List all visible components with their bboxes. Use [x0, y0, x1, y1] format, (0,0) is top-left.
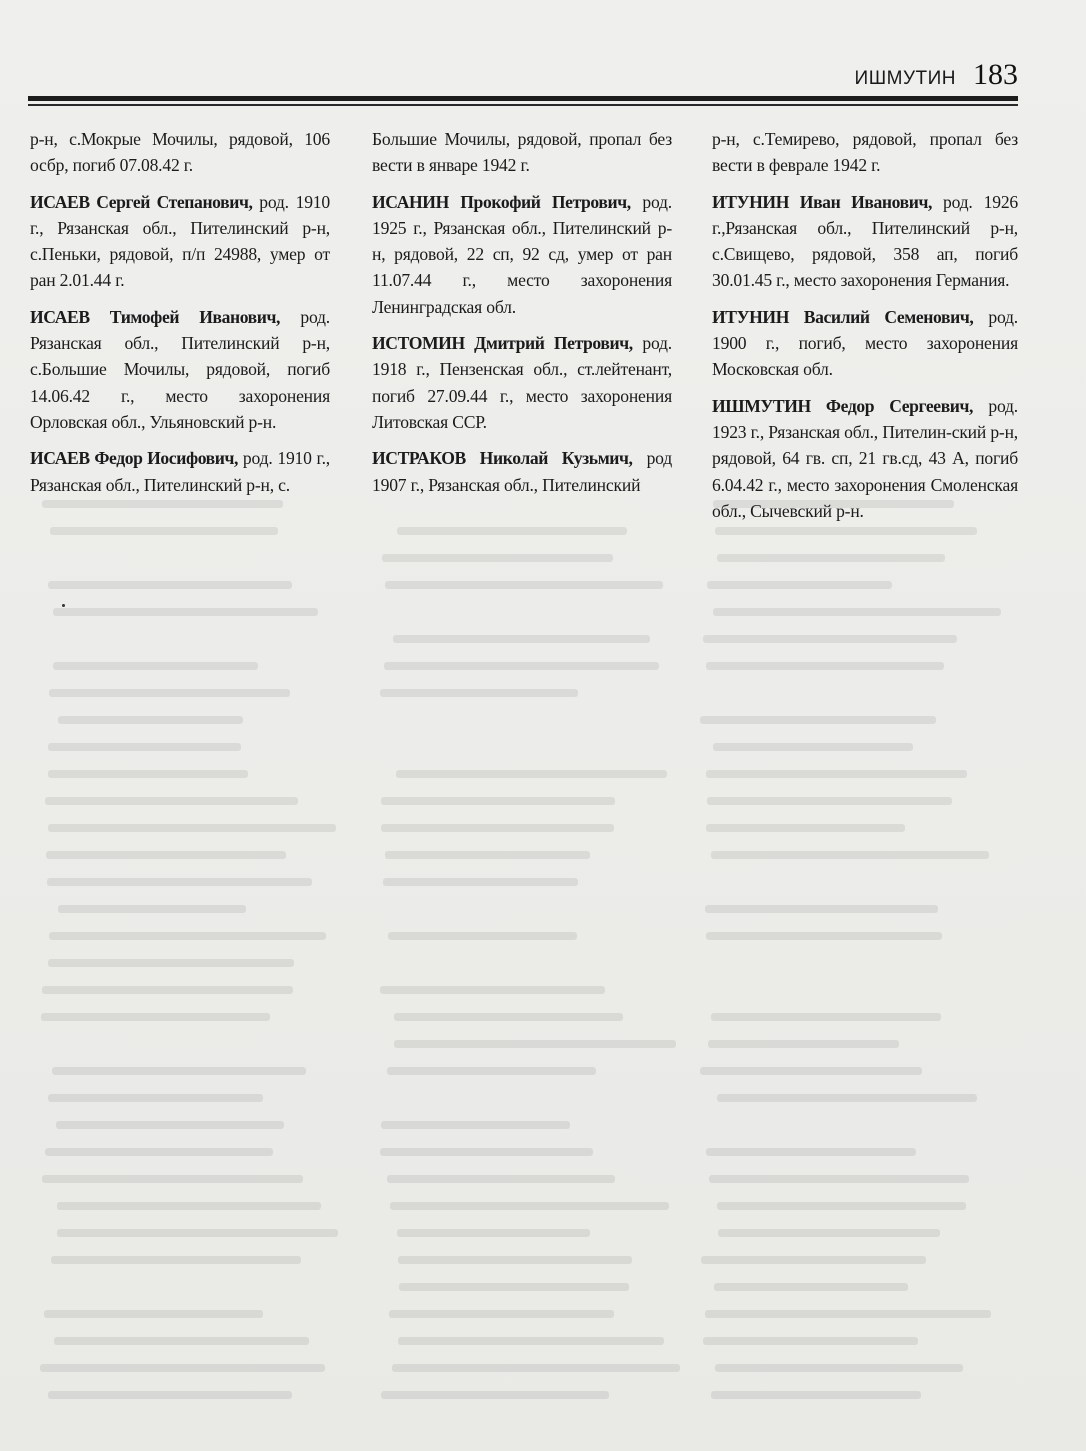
- bleed-line: [383, 878, 578, 886]
- running-head: ИШМУТИН: [854, 68, 956, 89]
- bleed-line: [715, 1364, 963, 1372]
- bleed-line: [714, 1283, 908, 1291]
- header-rule-thin: [28, 104, 1018, 106]
- entry: [712, 189, 1018, 294]
- bleed-line: [48, 770, 248, 778]
- entry-text: род. Рязанская обл., Пителинский р-н, с.Большие Мочилы, рядовой, погиб 14.06.42 г., место захоронения Орловская обл., Ульяновский р-н.: [30, 306, 330, 432]
- bleed-line: [713, 743, 913, 751]
- bleed-line: [380, 986, 605, 994]
- entry-text: род 1907 г., Рязанская обл., Пителинский: [372, 448, 673, 495]
- bleed-line: [703, 1337, 918, 1345]
- column-3: [712, 126, 1018, 534]
- bleed-line: [51, 1256, 301, 1264]
- column-1: [30, 126, 330, 508]
- bleed-line: [381, 797, 615, 805]
- bleed-line: [381, 824, 614, 832]
- bleed-line: [380, 1148, 593, 1156]
- bleed-line: [398, 1256, 632, 1264]
- bleed-line: [48, 743, 241, 751]
- entry-text: род. 1923 г., Рязанская обл., Пителин-ский р-н, рядовой, 64 гв. сп, 21 гв.сд, 43 А, погиб 6.04.42 г., место захоронения Смоленская обл., Сычевский р-н.: [712, 395, 1019, 521]
- bleed-line: [399, 1283, 629, 1291]
- bleed-line: [46, 851, 286, 859]
- stray-ink-dot: [62, 604, 65, 607]
- bleed-line: [717, 554, 945, 562]
- entry-name: ИШМУТИН Федор Сергеевич,: [712, 395, 974, 416]
- bleed-line: [58, 905, 246, 913]
- entry-name: ИТУНИН Василий Семенович,: [712, 306, 974, 327]
- entry-continuation: р-н, с.Темирево, рядовой, пропал без вести в феврале 1942 г.: [712, 129, 1018, 176]
- bleed-line: [45, 797, 298, 805]
- bleed-line: [53, 608, 318, 616]
- bleed-line: [44, 1310, 263, 1318]
- entry-name: ИСАЕВ Федор Иосифович,: [30, 448, 239, 469]
- bleed-line: [381, 1391, 609, 1399]
- bleed-line: [41, 1013, 270, 1021]
- entry-name: ИСАЕВ Тимофей Иванович,: [30, 306, 281, 327]
- bleed-line: [56, 1121, 284, 1129]
- bleed-line: [717, 1202, 966, 1210]
- entry-text: род. 1926 г.,Рязанская обл., Пителинский р-н, с.Свищево, рядовой, 358 ап, погиб 30.01.45 г., место захоронения Германия.: [712, 191, 1019, 291]
- entry: [30, 189, 330, 294]
- entry-text: род. 1925 г., Рязанская обл., Пителинский р-н, рядовой, 22 сп, 92 сд, умер от ран 11.07.44 г., место захоронения Ленинградская обл.: [372, 191, 672, 317]
- entry: [372, 330, 672, 435]
- entry-name: ИСТРАКОВ Николай Кузьмич,: [372, 448, 633, 469]
- bleed-line: [705, 1310, 991, 1318]
- entry: [372, 445, 672, 498]
- bleed-line: [390, 1202, 669, 1210]
- bleed-line: [396, 770, 667, 778]
- bleed-line: [701, 1256, 926, 1264]
- bleed-line: [706, 824, 905, 832]
- bleed-line: [385, 851, 590, 859]
- bleed-line: [40, 1364, 325, 1372]
- bleed-line: [385, 581, 663, 589]
- bleed-line: [703, 635, 957, 643]
- bleed-line: [47, 878, 312, 886]
- bleed-line: [700, 1067, 922, 1075]
- bleed-line: [387, 1175, 615, 1183]
- bleed-line: [48, 1391, 292, 1399]
- bleed-line: [397, 1229, 590, 1237]
- bleed-line: [394, 1013, 623, 1021]
- bleed-line: [387, 1067, 596, 1075]
- bleed-line: [718, 1229, 940, 1237]
- entry: [712, 393, 1018, 524]
- bleed-line: [42, 986, 293, 994]
- bleed-line: [49, 932, 326, 940]
- bleed-line: [42, 1175, 303, 1183]
- bleed-line: [57, 1229, 338, 1237]
- bleed-line: [706, 662, 944, 670]
- entry-text: род. 1910 г., Рязанская обл., Пителинский р-н, с.Пеньки, рядовой, п/п 24988, умер от ран 2.01.44 г.: [30, 191, 330, 291]
- text-columns: [30, 126, 1018, 546]
- bleed-line: [707, 797, 952, 805]
- entry-name: ИСАЕВ Сергей Степанович,: [30, 191, 253, 212]
- entry-name: ИСАНИН Прокофий Петрович,: [372, 191, 631, 212]
- entry-continuation: р-н, с.Мокрые Мочилы, рядовой, 106 осбр, погиб 07.08.42 г.: [30, 129, 330, 176]
- bleed-line: [52, 1067, 306, 1075]
- bleed-line: [384, 662, 659, 670]
- page-number: 183: [973, 58, 1018, 91]
- column-2: [372, 126, 672, 508]
- bleed-line: [708, 1040, 899, 1048]
- bleed-through-text: [200, 500, 1040, 1430]
- bleed-line: [709, 1175, 969, 1183]
- bleed-line: [381, 1121, 570, 1129]
- entry: [30, 445, 330, 498]
- bleed-line: [711, 1391, 921, 1399]
- entry-text: род. 1918 г., Пензенская обл., ст.лейтенант, погиб 27.09.44 г., место захоронения Литовская ССР.: [372, 333, 672, 432]
- bleed-line: [48, 959, 294, 967]
- bleed-line: [53, 662, 258, 670]
- bleed-line: [700, 716, 936, 724]
- bleed-line: [388, 932, 577, 940]
- entry: [30, 304, 330, 435]
- bleed-line: [711, 851, 989, 859]
- bleed-line: [394, 1040, 676, 1048]
- bleed-line: [54, 1337, 309, 1345]
- bleed-line: [393, 635, 650, 643]
- bleed-line: [380, 689, 578, 697]
- bleed-line: [398, 1337, 664, 1345]
- bleed-line: [707, 581, 892, 589]
- entry-text: род. 1900 г., погиб, место захоронения Московская обл.: [712, 306, 1018, 380]
- bleed-line: [717, 1094, 977, 1102]
- bleed-line: [392, 1364, 680, 1372]
- page-header: [28, 58, 1018, 108]
- bleed-line: [389, 1310, 614, 1318]
- entry: [372, 189, 672, 320]
- entry-name: ИТУНИН Иван Иванович,: [712, 191, 932, 212]
- bleed-line: [58, 716, 243, 724]
- bleed-line: [45, 1148, 273, 1156]
- bleed-line: [705, 905, 938, 913]
- bleed-line: [711, 1013, 941, 1021]
- header-rule-thick: [28, 96, 1018, 101]
- bleed-line: [48, 1094, 263, 1102]
- bleed-line: [706, 932, 942, 940]
- bleed-line: [382, 554, 613, 562]
- bleed-line: [706, 1148, 916, 1156]
- bleed-line: [57, 1202, 321, 1210]
- entry-name: ИСТОМИН Дмитрий Петрович,: [372, 333, 633, 354]
- bleed-line: [48, 824, 336, 832]
- bleed-line: [49, 689, 290, 697]
- bleed-line: [713, 608, 1001, 616]
- bleed-line: [706, 770, 967, 778]
- entry-text: род. 1910 г., Рязанская обл., Пителинский р-н, с.: [30, 448, 330, 495]
- bleed-line: [48, 581, 292, 589]
- entry-continuation: Большие Мочилы, рядовой, пропал без вести в январе 1942 г.: [372, 129, 672, 176]
- entry: [712, 304, 1018, 383]
